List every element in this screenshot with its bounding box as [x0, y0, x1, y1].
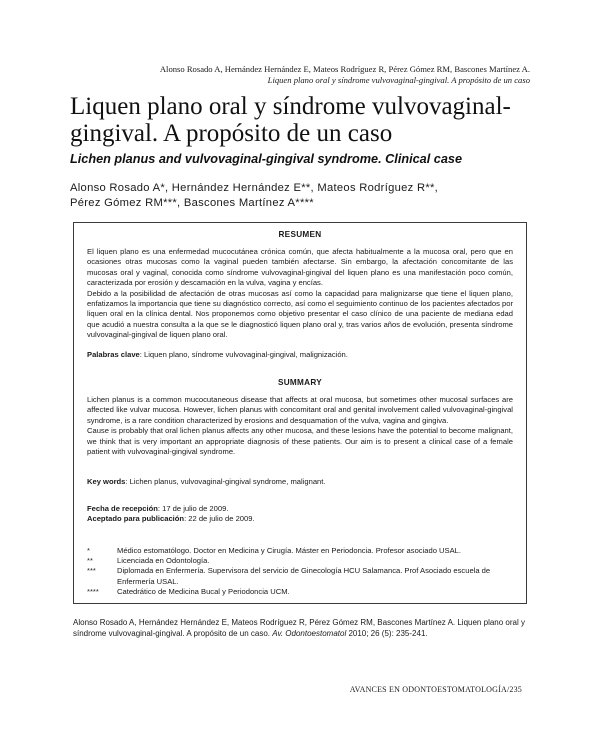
received-date [87, 504, 513, 514]
note-marker: ** [87, 556, 93, 566]
author-list [70, 181, 490, 210]
article-title-line-1: Liquen plano oral y síndrome vulvovaginal- [70, 93, 511, 120]
resumen-paragraph: El liquen plano es una enfermedad mucocutánea crónica común, que afecta habitualmente a la mucosa oral, pero que en ocasiones otras mucosas como la vaginal pueden también afectarse. Sin embargo, la afectación concomitante de las mucosas oral y vaginal, conocida como síndrome vulvovaginal-gingival del liquen plano es una manifestación poco común, caracterizada por erosión y descamación en la vulva, vagina y encías. [87, 247, 513, 288]
running-head [160, 64, 530, 86]
summary-keywords [87, 477, 513, 487]
english-title: Lichen planus and vulvovaginal-gingival syndrome. Clinical case [70, 152, 463, 166]
note-text: Catedrático de Medicina Bucal y Periodoncia UCM. [117, 586, 290, 596]
citation-details: 2010; 26 (5): 235-241. [346, 629, 428, 638]
article-title [70, 93, 530, 147]
note-text: Diplomada en Enfermería. Supervisora del servicio de Ginecología HCU Salamanca. Prof Asociado escuela de Enfermería USAL. [117, 566, 491, 586]
received-value: : 17 de julio de 2009. [157, 504, 229, 513]
accepted-label: Aceptado para publicación [87, 514, 185, 524]
received-label: Fecha de recepción [87, 504, 158, 513]
affiliation-note [87, 546, 513, 556]
resumen-keywords [87, 350, 513, 360]
page-footer: AVANCES EN ODONTOESTOMATOLOGÍA/235 [349, 685, 522, 694]
summary-heading: SUMMARY [277, 378, 323, 387]
keywords-value: : Lichen planus, vulvovaginal-gingival syndrome, malignant. [125, 477, 326, 486]
resumen-heading: RESUMEN [278, 230, 322, 239]
citation-journal: Av. Odontoestomatol [272, 629, 347, 638]
accepted-date [87, 514, 513, 524]
summary-paragraph: Cause is probably that oral lichen planus affects any other mucosa, and these lesions have the potential to become malignant, we think that is very important an appropriate diagnosis of these patients. Our aim is to present a clinical case of a female patient with vulvovaginal-gingival syndrome. [87, 426, 513, 457]
note-marker: **** [87, 586, 99, 596]
affiliation-note [87, 556, 513, 566]
citation-text: Alonso Rosado A, Hernández Hernández E, Mateos Rodríguez R, Pérez Gómez RM, Bascones Martínez A. Liquen plano oral y síndrome vulvovaginal-gingival. A propósito de un caso. [73, 618, 525, 638]
note-marker: *** [87, 566, 96, 576]
affiliation-notes [87, 546, 513, 597]
abstract-box [73, 222, 527, 604]
note-text: Médico estomatólogo. Doctor en Medicina y Cirugía. Máster en Periodoncia. Profesor asociado USAL. [117, 546, 461, 555]
resumen-paragraph: Debido a la posibilidad de afectación de otras mucosas así como la capacidad para malignizarse que tiene el liquen plano, enfatizamos la importancia que tiene su diagnóstico correcto, así como el seguimiento continuo de los pacientes afectados por liquen oral en la clínica dental. Nos proponemos como objetivo presentar el caso clínico de una paciente de mediana edad que acudió a nuestra consulta a la que se le diagnosticó liquen plano oral y, tras varios años de evolución, presenta síndrome vulvovaginal-gingival de liquen plano oral. [87, 288, 513, 340]
affiliation-note [87, 587, 513, 597]
keywords-label: Key words [87, 477, 126, 486]
running-head-authors: Alonso Rosado A, Hernández Hernández E, Mateos Rodríguez R, Pérez Gómez RM, Bascones Martínez A. [159, 64, 530, 74]
note-marker: * [87, 546, 90, 555]
citation [73, 617, 525, 639]
running-head-title: Liquen plano oral y síndrome vulvovaginal-gingival. A propósito de un caso [267, 75, 530, 85]
dates-block [87, 504, 513, 525]
keywords-value: : Liquen plano, síndrome vulvovaginal-gingival, malignización. [139, 350, 348, 359]
note-text: Licenciada en Odontología. [117, 556, 210, 566]
affiliation-note [87, 566, 513, 586]
summary-paragraph: Lichen planus is a common mucocutaneous disease that affects at oral mucosa, but sometimes other mucosal surfaces are affected like vulvar mucosa. However, lichen planus with concomitant oral and genital involvement called vulvovaginal-gingival syndrome, is a rare condition characterized by erosions and desquamation of the vulva, vagina and gingiva. [87, 395, 513, 425]
summary-body [87, 395, 513, 457]
article-title-line-2: gingival. A propósito de un caso [70, 120, 393, 147]
author-line-1: Alonso Rosado A*, Hernández Hernández E**, Mateos Rodríguez R**, [70, 182, 439, 194]
accepted-value: : 22 de julio de 2009. [184, 514, 255, 524]
keywords-label: Palabras clave [87, 350, 140, 359]
author-line-2: Pérez Gómez RM***, Bascones Martínez A**** [70, 196, 314, 209]
resumen-body [87, 247, 513, 341]
